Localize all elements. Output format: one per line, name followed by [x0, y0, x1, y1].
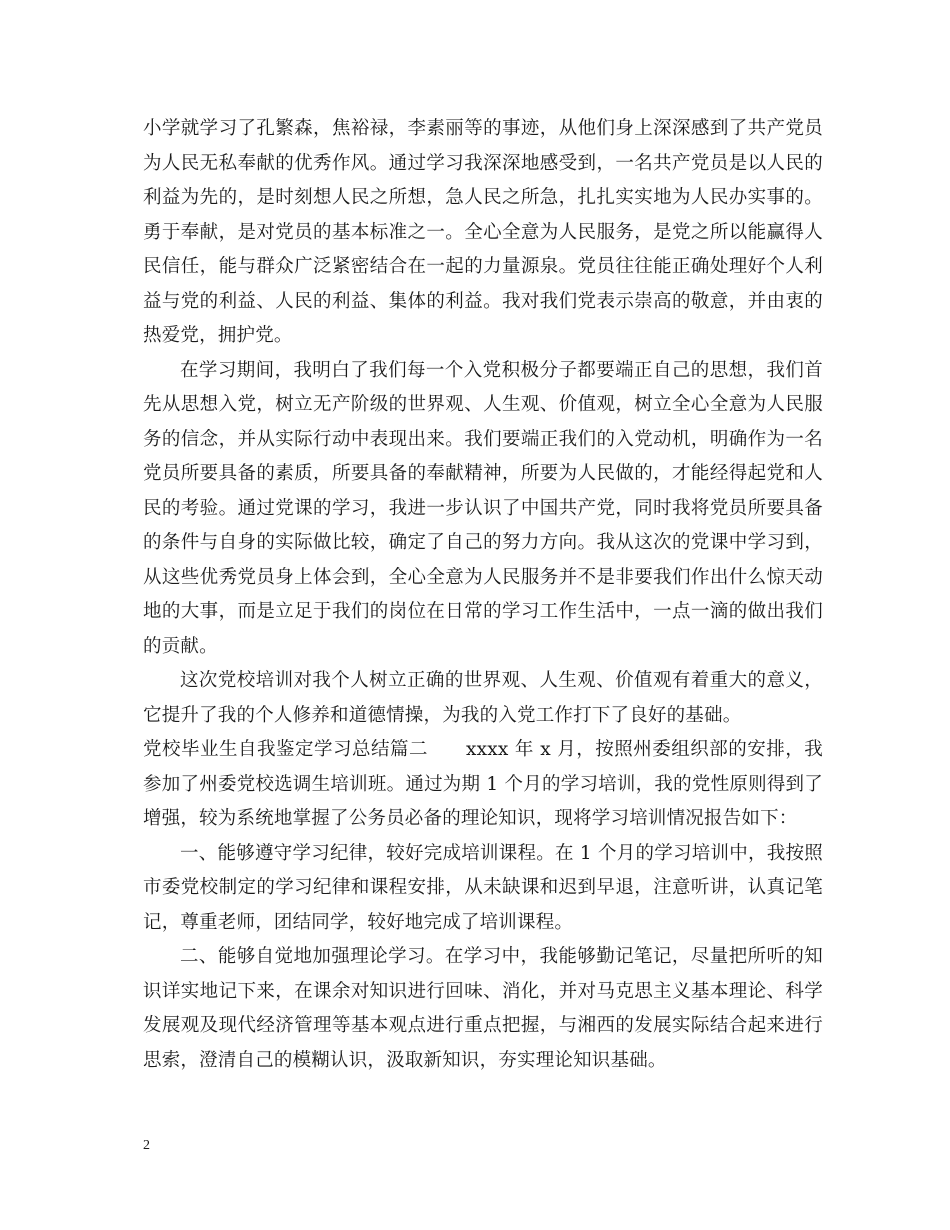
paragraph-1: 小学就学习了孔繁森，焦裕禄，李素丽等的事迹，从他们身上深深感到了共产党员为人民无私奉献的优秀作风。通过学习我深深地感受到，一名共产党员是以人民的利益为先的，是时刻想人民之所想，急人民之所急，扎扎实实地为人民办实事的。勇于奉献，是对党员的基本标准之一。全心全意为人民服务，是党之所以能赢得人民信任，能与群众广泛紧密结合在一起的力量源泉。党员往往能正确处理好个人利益与党的利益、人民的利益、集体的利益。我对我们党表示崇高的敬意，并由衷的热爱党，拥护党。 [143, 118, 823, 346]
paragraph-6: 二、能够自觉地加强理论学习。在学习中，我能够勤记笔记，尽量把所听的知识详实地记下来，在课余对知识进行回味、消化，并对马克思主义基本理论、科学发展观及现代经济管理等基本观点进行重点把握，与湘西的发展实际结合起来进行思索，澄清自己的模糊认识，汲取新知识，夯实理论知识基础。 [143, 946, 823, 1071]
paragraph-3: 这次党校培训对我个人树立正确的世界观、人生观、价值观有着重大的意义，它提升了我的个人修养和道德情操，为我的入党工作打下了良好的基础。 [143, 670, 823, 726]
page-number: 2 [143, 1138, 150, 1153]
paragraph-5: 一、能够遵守学习纪律，较好完成培训课程。在 1 个月的学习培训中，我按照市委党校制定的学习纪律和课程安排，从未缺课和迟到早退，注意听讲，认真记笔记，尊重老师，团结同学，较好地完成了培训课程。 [143, 842, 824, 933]
paragraph-2: 在学习期间，我明白了我们每一个入党积极分子都要端正自己的思想，我们首先从思想入党，树立无产阶级的世界观、人生观、价值观，树立全心全意为人民服务的信念，并从实际行动中表现出来。我们要端正我们的入党动机，明确作为一名党员所要具备的素质，所要具备的奉献精神，所要为人民做的，才能经得起党和人民的考验。通过党课的学习，我进一步认识了中国共产党，同时我将党员所要具备的条件与自身的实际做比较，确定了自己的努力方向。我从这次的党课中学习到，从这些优秀党员身上体会到，全心全意为人民服务并不是非要我们作出什么惊天动地的大事，而是立足于我们的岗位在日常的学习工作生活中，一点一滴的做出我们的贡献。 [143, 359, 823, 657]
body-text [143, 112, 823, 1078]
paragraph-4: 党校毕业生自我鉴定学习总结篇二 xxxx 年 x 月，按照州委组织部的安排，我参加了州委党校选调生培训班。通过为期 1 个月的学习培训，我的党性原则得到了增强，较为系统地掌握了公务员必备的理论知识，现将学习培训情况报告如下： [143, 739, 823, 829]
